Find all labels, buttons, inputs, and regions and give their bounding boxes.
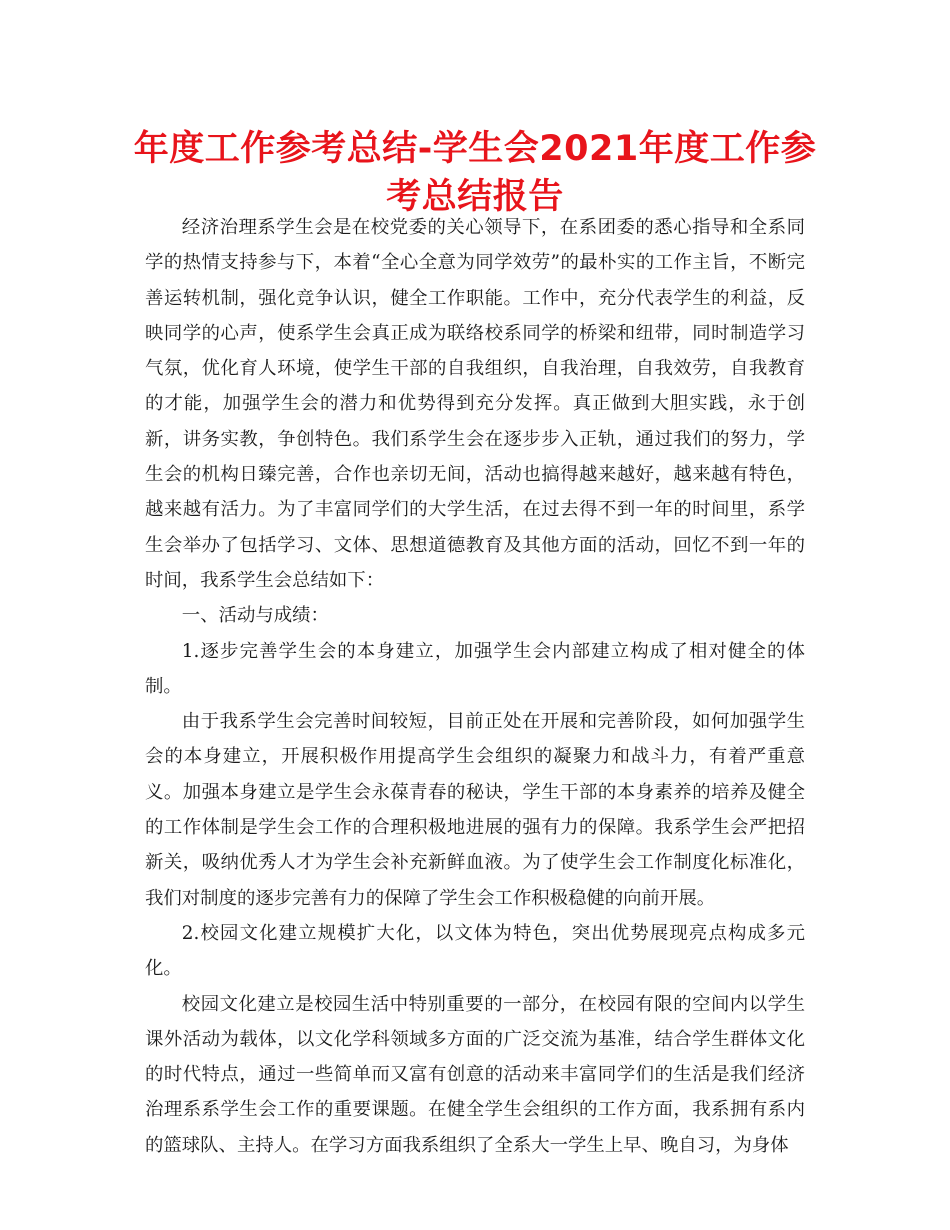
document-body bbox=[145, 210, 805, 1163]
paragraph-item-2: 校园文化建立是校园生活中特别重要的一部分，在校园有限的空间内以学生课外活动为载体，以文化学科领域多方面的广泛交流为基准，结合学生群体文化的时代特点，通过一些简单而又富有创意的活动来丰富同学们的生活是我们经济治理系系学生会工作的重要课题。在健全学生会组织的工作方面，我系拥有系内的篮球队、主持人。在学习方面我系组织了全系大一学生上早、晚自习，为身体 bbox=[145, 993, 805, 1156]
item-heading-2: 2.校园文化建立规模扩大化，以文体为特色，突出优势展现亮点构成多元化。 bbox=[145, 922, 805, 980]
paragraph-intro: 经济治理系学生会是在校党委的关心领导下，在系团委的悉心指导和全系同学的热情支持参与下，本着“全心全意为同学效劳”的最朴实的工作主旨，不断完善运转机制，强化竞争认识，健全工作职能。工作中，充分代表学生的利益，反映同学的心声，使系学生会真正成为联络校系同学的桥梁和纽带，同时制造学习气氛，优化育人环境，使学生干部的自我组织，自我治理，自我效劳，自我教育的才能，加强学生会的潜力和优势得到充分发挥。真正做到大胆实践，永于创新，讲务实教，争创特色。我们系学生会在逐步步入正轨，通过我们的努力，学生会的机构日臻完善，合作也亲切无间，活动也搞得越来越好，越来越有特色，越来越有活力。为了丰富同学们的大学生活，在过去得不到一年的时间里，系学生会举办了包括学习、文体、思想道德教育及其他方面的活动，回忆不到一年的时间，我系学生会总结如下： bbox=[145, 217, 805, 591]
item-heading-1: 1.逐步完善学生会的本身建立，加强学生会内部建立构成了相对健全的体制。 bbox=[145, 640, 805, 697]
document-title: 年度工作参考总结-学生会2021年度工作参考总结报告 bbox=[133, 129, 817, 217]
paragraph-item-1: 由于我系学生会完善时间较短，目前正处在开展和完善阶段，如何加强学生会的本身建立，开展积极作用提高学生会组织的凝聚力和战斗力，有着严重意义。加强本身建立是学生会永葆青春的秘诀，学生干部的本身素养的培养及健全的工作体制是学生会工作的合理积极地进展的强有力的保障。我系学生会严把招新关，吸纳优秀人才为学生会补充新鲜血液。为了使学生会工作制度化标准化，我们对制度的逐步完善有力的保障了学生会工作积极稳健的向前开展。 bbox=[145, 711, 805, 909]
section-heading-activities: 一、活动与成绩： bbox=[181, 605, 329, 627]
